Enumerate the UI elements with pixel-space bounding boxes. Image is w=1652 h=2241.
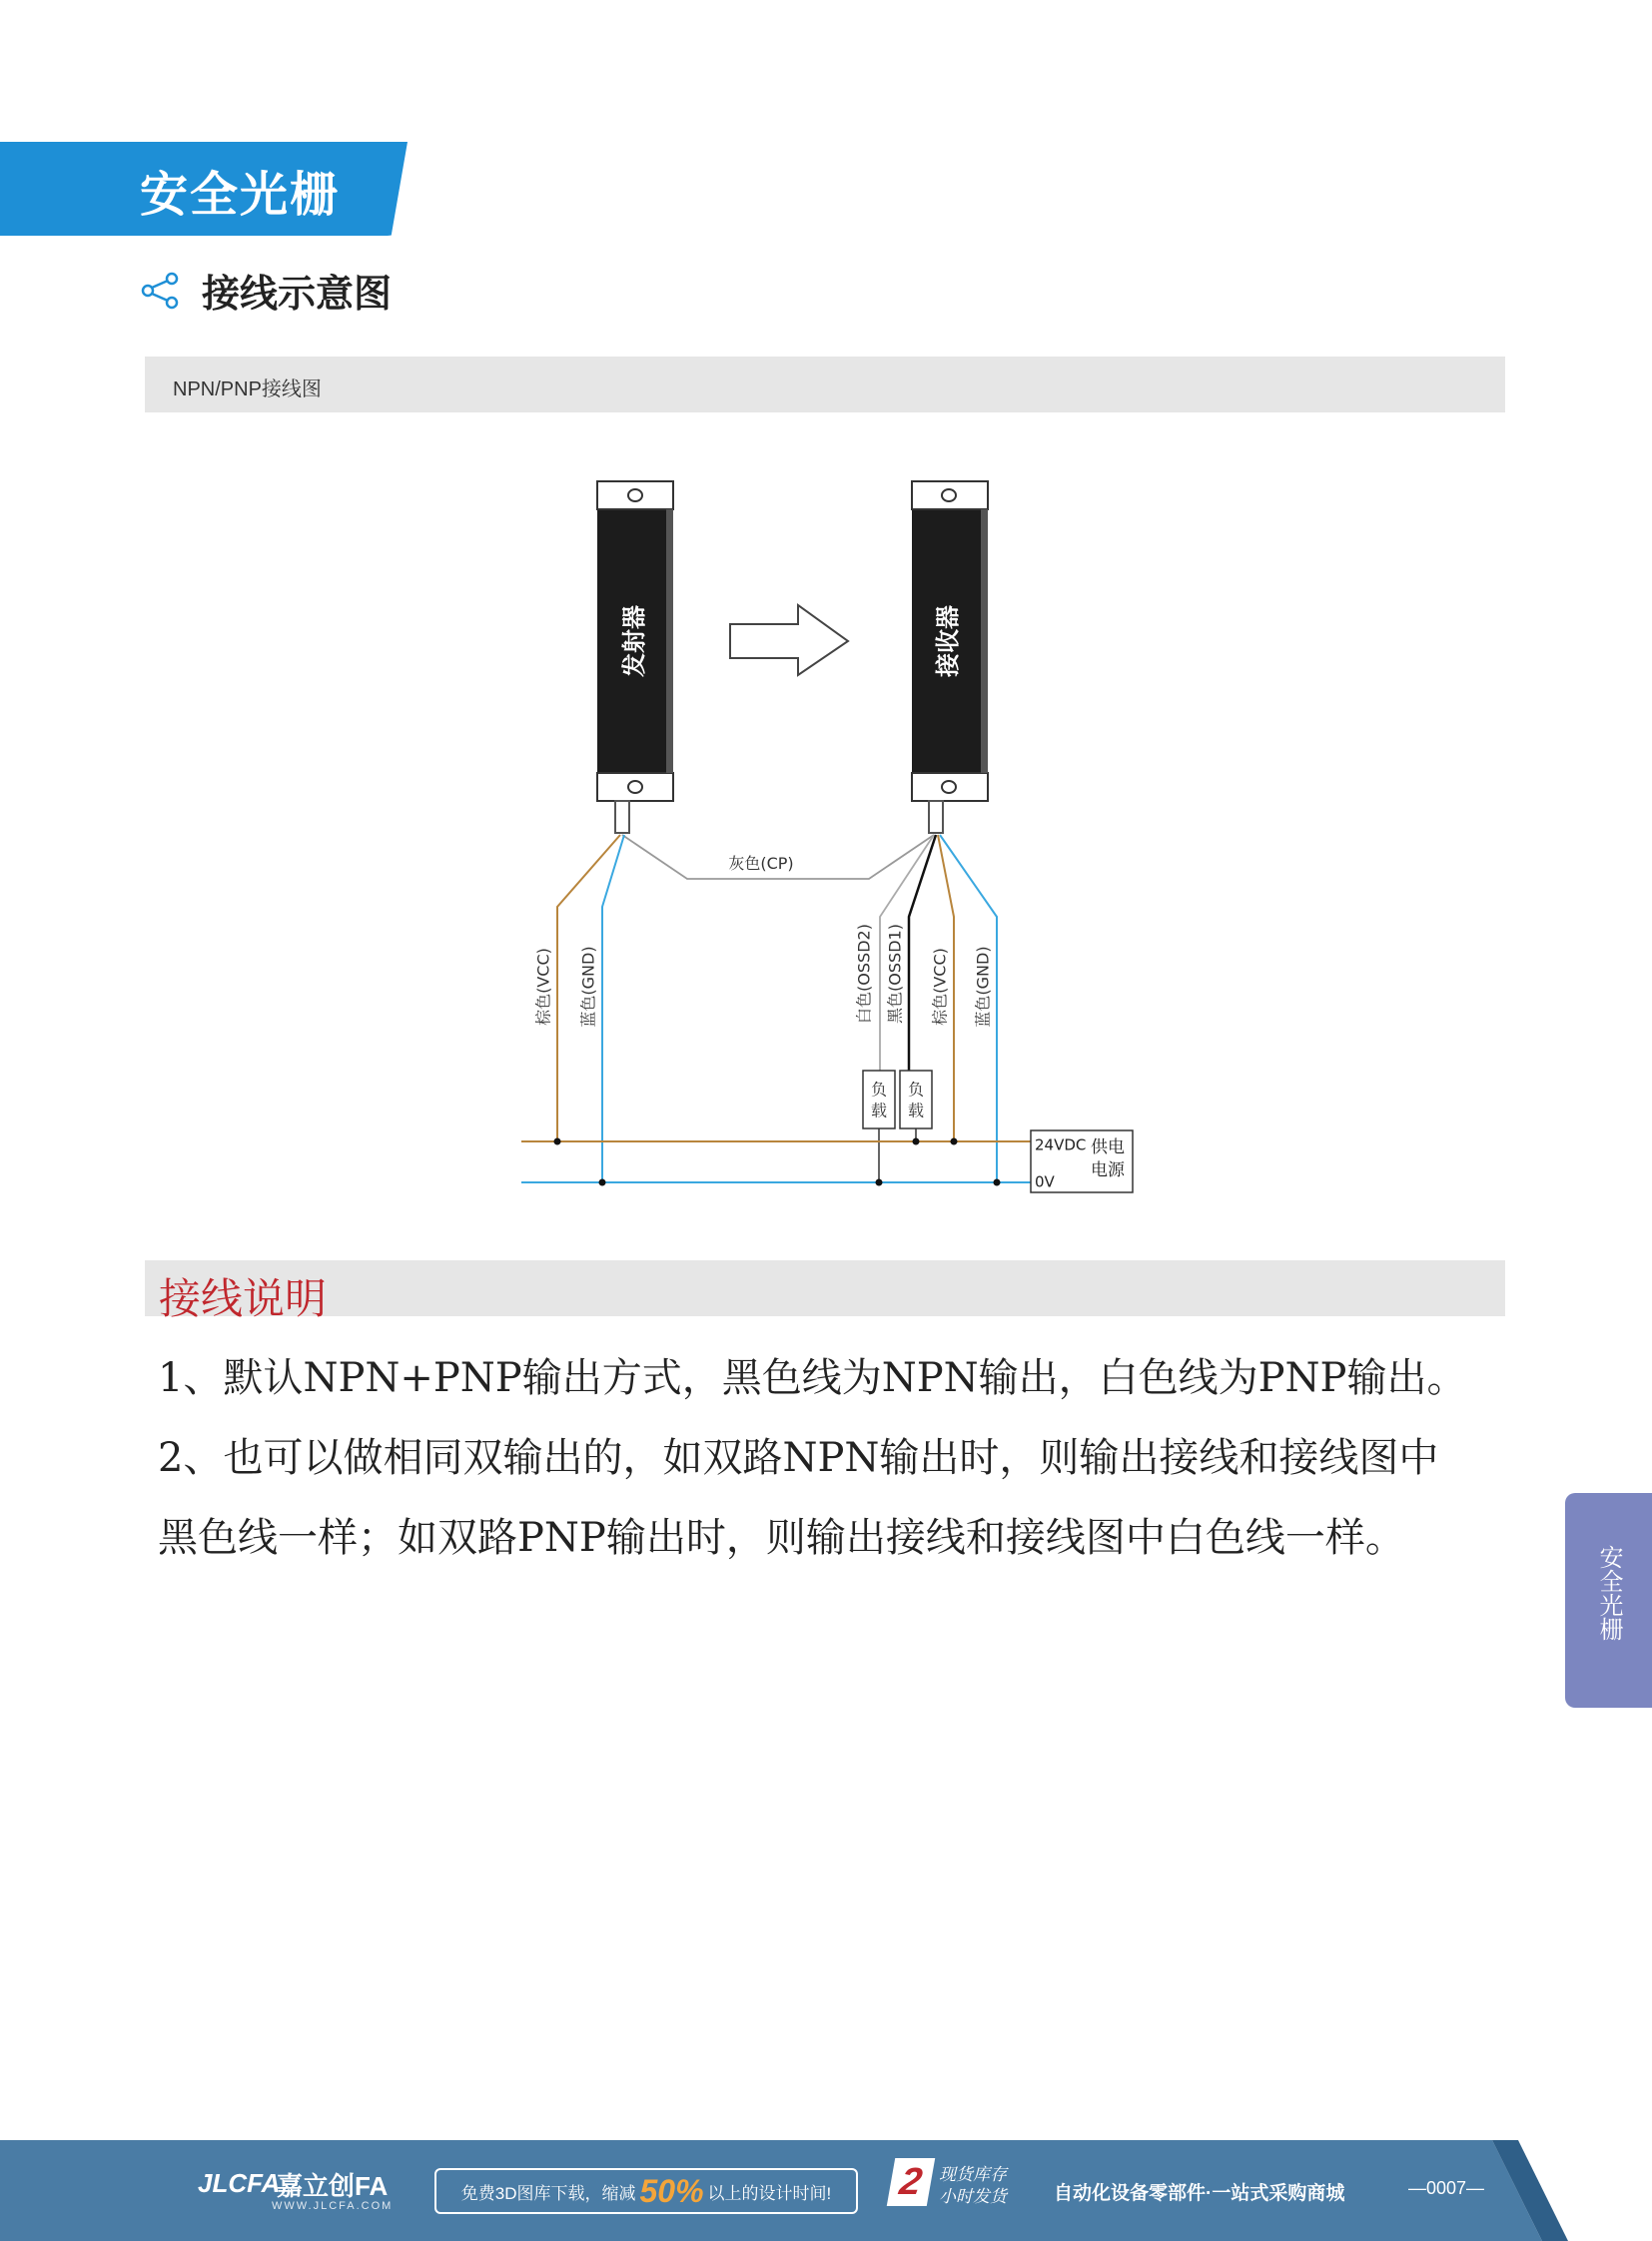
promo-percent: 50%	[639, 2172, 704, 2209]
stock-text	[939, 2164, 1007, 2208]
footer	[0, 2140, 1652, 2241]
power-24v-label: 24VDC	[1035, 1135, 1087, 1154]
receiver-wire-label: 黑色(OSSD1)	[885, 924, 905, 1024]
note-line-2b: 黑色线一样；如双路PNP输出时，则输出接线和接线图中白色线一样。	[158, 1515, 1405, 1561]
promo-text: 免费3D图库下载，缩减	[460, 2183, 636, 2203]
brand-name: 嘉立创FA	[277, 2171, 389, 2201]
diagram-caption: NPN/PNP接线图	[173, 378, 322, 400]
junction-dot	[994, 1179, 1001, 1186]
junction-dot	[599, 1179, 606, 1186]
stock-line: 小时发货	[939, 2187, 1007, 2206]
emitter-blue-wire	[602, 835, 624, 1182]
power-supply-label: 电源	[1091, 1160, 1125, 1180]
note-line-1: 1、默认NPN+PNP输出方式，黑色线为NPN输出，白色线为PNP输出。	[158, 1355, 1467, 1401]
section-title: 接线示意图	[202, 274, 393, 316]
receiver-wire-label: 棕色(VCC)	[930, 948, 950, 1026]
load-label: 负	[870, 1080, 888, 1100]
note-line-2a: 2、也可以做相同双输出的，如双路NPN输出时，则输出接线和接线图中	[158, 1435, 1439, 1481]
receiver-wire-label: 白色(OSSD2)	[854, 924, 874, 1024]
notes-heading-bar	[145, 1260, 1505, 1323]
gray-wire-label: 灰色(CP)	[728, 854, 794, 873]
stock-line: 现货库存	[939, 2165, 1007, 2184]
junction-dot	[876, 1179, 883, 1186]
emitter-wire-label: 棕色(VCC)	[533, 948, 553, 1026]
promo-text: 以上的设计时间!	[707, 2183, 832, 2203]
power-supply-label: 供电	[1091, 1137, 1125, 1157]
load-label: 载	[907, 1101, 925, 1120]
emitter-label: 发射器	[620, 605, 648, 677]
footer-slogan: 自动化设备零部件·一站式采购商城	[1054, 2183, 1345, 2204]
load-label: 载	[870, 1101, 888, 1120]
receiver-wire-label: 蓝色(GND)	[973, 946, 993, 1028]
side-tab[interactable]	[1565, 1493, 1652, 1708]
stock-hours-number: 2	[887, 2158, 935, 2206]
arrow-icon	[730, 605, 848, 675]
emitter-wire-label: 蓝色(GND)	[578, 946, 598, 1028]
power-0v-label: 0V	[1035, 1172, 1055, 1191]
load-label: 负	[907, 1080, 925, 1100]
promo-banner[interactable]	[434, 2168, 858, 2214]
receiver-label: 接收器	[934, 605, 962, 677]
brand-logo: JLCFA	[198, 2168, 281, 2198]
note-line-2	[158, 1418, 1576, 1578]
brand-url: WWW.JLCFA.COM	[272, 2200, 394, 2212]
header-title: 安全光栅	[140, 169, 341, 222]
junction-dot	[913, 1138, 920, 1145]
page-number: —0007—	[1408, 2178, 1485, 2198]
junction-dot	[951, 1138, 958, 1145]
side-tab-label: 安全光栅	[1595, 1545, 1622, 1641]
junction-dot	[554, 1138, 561, 1145]
notes-heading: 接线说明	[159, 1274, 328, 1323]
